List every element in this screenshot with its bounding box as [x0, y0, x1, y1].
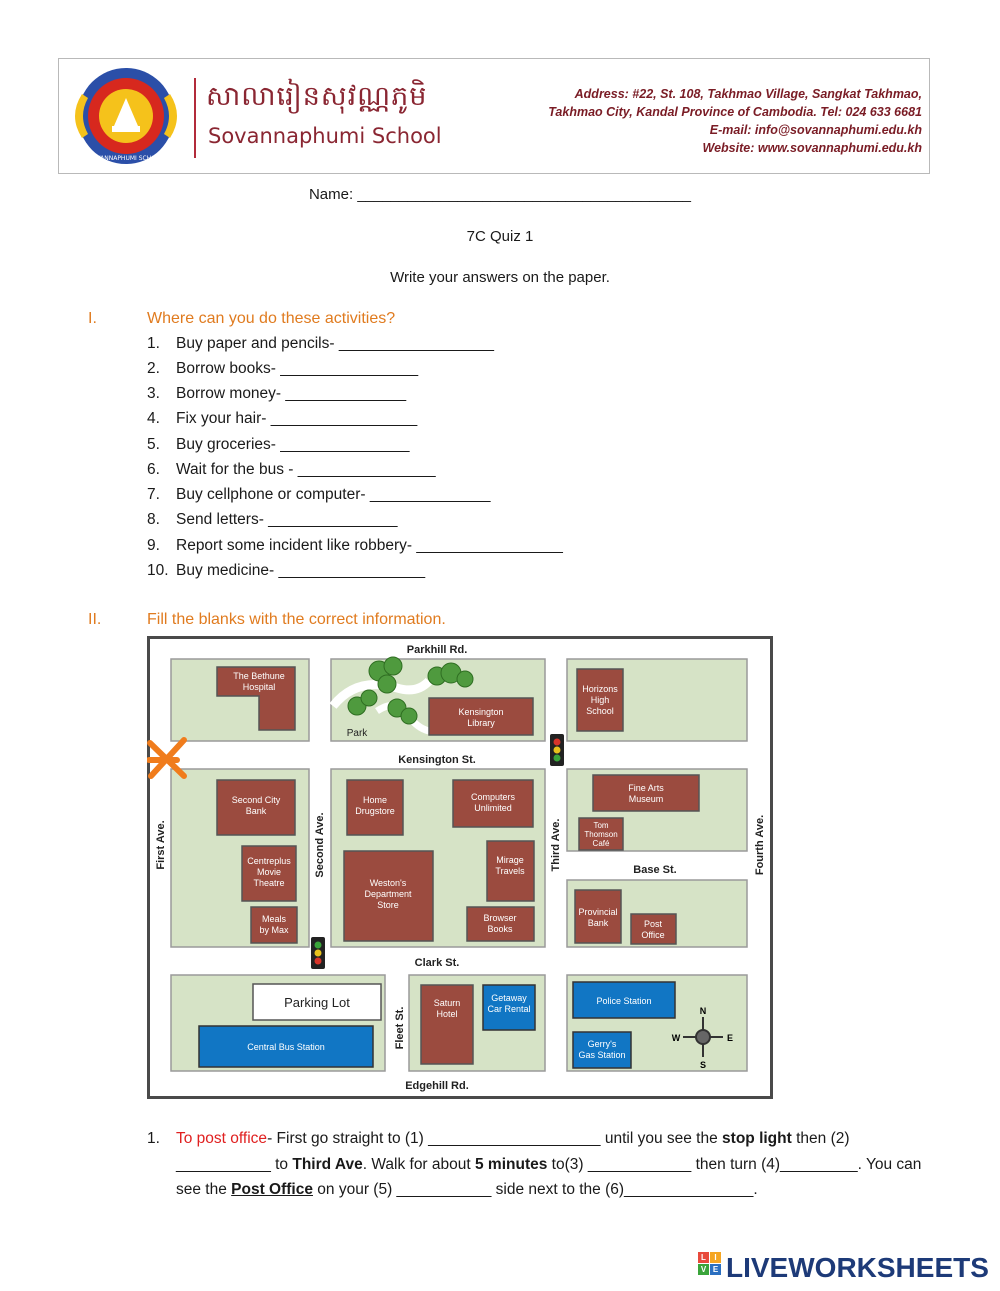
label-movie-3: Theatre: [253, 878, 285, 888]
street-base: Base St.: [633, 864, 677, 876]
street-fourth: Fourth Ave.: [754, 814, 766, 876]
item-number: 2.: [147, 360, 160, 377]
item-text: Report some incident like robbery- _________________: [176, 537, 563, 554]
item-text: Buy groceries- _______________: [176, 436, 410, 453]
label-library-2: Library: [467, 718, 495, 728]
street-kensington: Kensington St.: [398, 754, 476, 766]
instruction: Write your answers on the paper.: [390, 269, 610, 286]
compass-s: S: [699, 1060, 707, 1070]
label-getaway-2: Car Rental: [487, 1004, 531, 1014]
keyword-post-office: Post Office: [231, 1181, 313, 1198]
list-item[interactable]: [147, 486, 491, 504]
label-drug-1: Home: [362, 795, 388, 805]
list-item[interactable]: [147, 385, 406, 403]
label-gerry-1: Gerry's: [587, 1039, 617, 1049]
name-line[interactable]: Name: ________________________________________: [308, 186, 692, 203]
question-text: - First go straight to (1) ____________________ until you see the: [267, 1130, 723, 1147]
logo-letter: I: [710, 1252, 721, 1263]
header-divider: [194, 78, 196, 158]
city-map: [147, 636, 773, 1099]
label-mirage-2: Travels: [495, 866, 525, 876]
address-line-1: Address: #22, St. 108, Takhmao Village, Sangkat Takhmao,: [574, 87, 922, 101]
label-tom-2: Thomson: [584, 830, 618, 839]
item-number: 1.: [147, 335, 160, 352]
compass-w: W: [671, 1033, 681, 1043]
street-parkhill: Parkhill Rd.: [406, 644, 468, 656]
address-line-2: Takhmao City, Kandal Province of Cambodia. Tel: 024 633 6681: [548, 105, 922, 119]
item-text: Borrow books- ________________: [176, 360, 419, 377]
label-meals-2: by Max: [259, 925, 289, 935]
street-clark: Clark St.: [414, 957, 460, 969]
item-text: Wait for the bus - ________________: [176, 461, 436, 478]
label-browser-2: Books: [487, 924, 513, 934]
compass-e: E: [726, 1033, 734, 1043]
label-library-1: Kensington: [458, 707, 504, 717]
label-bethune-1: The Bethune: [233, 671, 285, 681]
list-item[interactable]: [147, 562, 425, 580]
street-edgehill: Edgehill Rd.: [405, 1080, 469, 1092]
logo-letter: E: [710, 1264, 721, 1275]
question-text: to(3) ____________ then turn (4)_________. You can see the: [176, 1155, 922, 1198]
school-logo: [64, 66, 188, 166]
label-getaway-1: Getaway: [491, 993, 527, 1003]
section-1-number: I.: [88, 310, 97, 327]
street-first: First Ave.: [155, 820, 167, 870]
street-third: Third Ave.: [550, 818, 562, 872]
label-bank-2: Bank: [245, 806, 267, 816]
keyword-third-ave: Third Ave: [292, 1155, 363, 1173]
item-text: Buy medicine- _________________: [176, 562, 426, 579]
section-1-title: Where can you do these activities?: [147, 310, 396, 327]
quiz-title: 7C Quiz 1: [466, 228, 534, 245]
item-number: 5.: [147, 436, 160, 453]
label-comp-1: Computers: [470, 792, 516, 802]
item-number: 6.: [147, 461, 160, 478]
label-bethune-2: Hospital: [242, 682, 276, 692]
logo-letter: L: [698, 1252, 709, 1263]
label-gerry-2: Gas Station: [578, 1050, 626, 1060]
label-prov-1: Provincial: [578, 907, 618, 917]
street-second: Second Ave.: [314, 812, 326, 878]
item-text: Send letters- _______________: [176, 511, 398, 528]
label-comp-2: Unlimited: [474, 803, 512, 813]
label-horizons-2: High: [590, 695, 610, 705]
question-text: . Walk for about: [362, 1155, 475, 1173]
label-weston-3: Store: [377, 900, 399, 910]
list-item[interactable]: [147, 410, 417, 428]
question-text: on your (5) ___________ side next to the (6)_______________.: [312, 1181, 758, 1198]
keyword-five-minutes: 5 minutes: [475, 1155, 548, 1173]
list-item[interactable]: [147, 360, 418, 378]
liveworksheets-brand[interactable]: LIVEWORKSHEETS: [726, 1252, 989, 1283]
street-fleet: Fleet St.: [394, 1006, 406, 1050]
label-fine-1: Fine Arts: [628, 783, 664, 793]
list-item[interactable]: [147, 335, 494, 353]
label-bus-station: Central Bus Station: [247, 1042, 325, 1052]
item-number: 10.: [147, 562, 169, 579]
item-text: Buy paper and pencils- __________________: [176, 335, 495, 352]
list-item[interactable]: [147, 511, 398, 529]
label-post-2: Office: [641, 930, 665, 940]
label-fine-2: Museum: [628, 794, 664, 804]
list-item[interactable]: [147, 537, 563, 555]
question-destination: To post office: [176, 1130, 268, 1147]
email: E-mail: info@sovannaphumi.edu.kh: [709, 123, 922, 137]
label-saturn-1: Saturn: [433, 998, 461, 1008]
label-park: Park: [346, 728, 368, 739]
item-number: 8.: [147, 511, 160, 528]
item-text: Fix your hair- _________________: [176, 410, 418, 427]
list-item[interactable]: [147, 436, 410, 454]
question-text: then (2) ___________ to: [176, 1130, 850, 1173]
label-browser-1: Browser: [483, 913, 517, 923]
label-parking: Parking Lot: [284, 995, 350, 1010]
label-weston-1: Weston's: [369, 878, 407, 888]
item-number: 7.: [147, 486, 160, 503]
school-name-khmer: សាលារៀនសុវណ្ណភូមិ: [206, 81, 428, 112]
logo-text: SOVANNAPHUMI SCHOOL: [87, 155, 165, 162]
label-prov-2: Bank: [587, 918, 609, 928]
label-bank-1: Second City: [231, 795, 281, 805]
section-2-title: Fill the blanks with the correct information.: [147, 611, 446, 628]
question-1[interactable]: [147, 1126, 936, 1203]
item-text: Buy cellphone or computer- ______________: [176, 486, 491, 503]
label-post-1: Post: [643, 919, 663, 929]
label-tom-1: Tom: [593, 821, 609, 830]
item-text: Borrow money- ______________: [176, 385, 407, 402]
school-name: Sovannaphumi School: [208, 124, 442, 148]
label-drug-2: Drugstore: [355, 806, 395, 816]
label-weston-2: Department: [364, 889, 412, 899]
label-tom-3: Café: [592, 839, 610, 848]
item-number: 4.: [147, 410, 160, 427]
logo-letter: V: [698, 1264, 709, 1275]
question-number: 1.: [147, 1130, 160, 1147]
compass-n: N: [699, 1006, 707, 1016]
keyword-stop-light: stop light: [722, 1130, 792, 1147]
website: Website: www.sovannaphumi.edu.kh: [702, 141, 922, 155]
item-number: 3.: [147, 385, 160, 402]
list-item[interactable]: [147, 461, 436, 479]
label-horizons-1: Horizons: [582, 684, 618, 694]
section-2-number: II.: [88, 611, 102, 628]
label-police: Police Station: [596, 996, 652, 1006]
label-saturn-2: Hotel: [436, 1009, 458, 1019]
label-mirage-1: Mirage: [496, 855, 524, 865]
label-movie-2: Movie: [256, 867, 282, 877]
label-movie-1: Centreplus: [247, 856, 291, 866]
item-number: 9.: [147, 537, 160, 554]
label-meals-1: Meals: [261, 914, 287, 924]
label-horizons-3: School: [586, 706, 614, 716]
